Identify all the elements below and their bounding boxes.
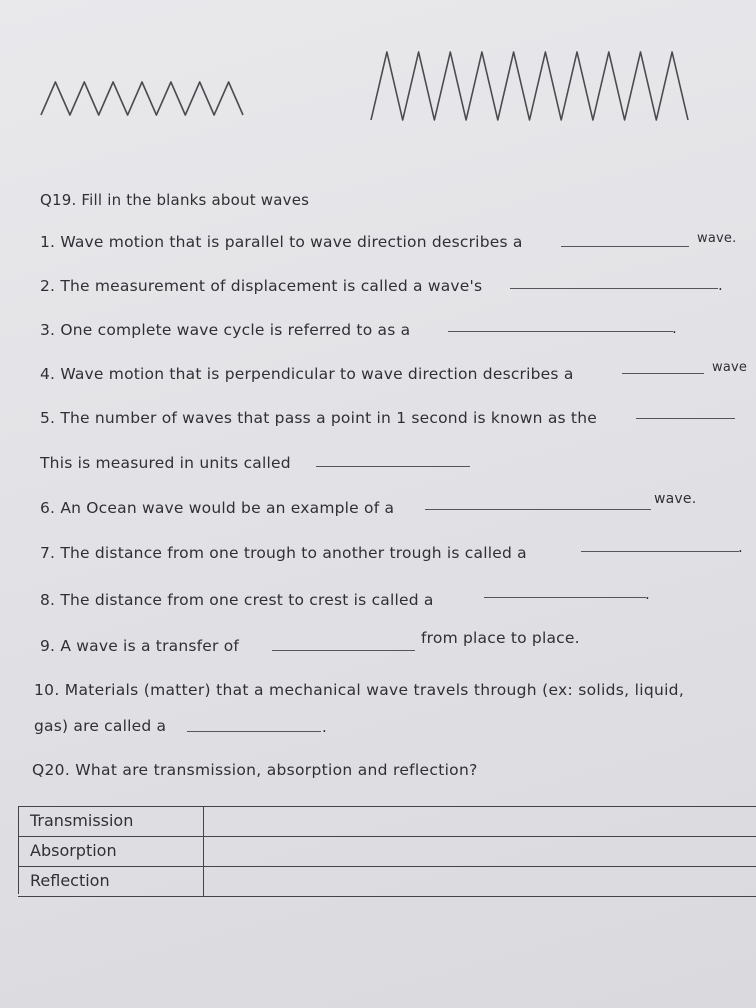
q19-item-2: 2. The measurement of displacement is called a wave's [40, 277, 483, 295]
answer-blank-2[interactable] [510, 288, 718, 289]
row-divider [18, 896, 756, 897]
answer-blank-8[interactable] [484, 597, 646, 598]
table-label-cell [18, 807, 204, 836]
row-label-absorption: Absorption [30, 841, 117, 860]
answer-cell-transmission[interactable] [204, 807, 756, 836]
q19-item-4: 4. Wave motion that is perpendicular to wave direction describes a [40, 365, 574, 383]
q19-title: Q19. Fill in the blanks about waves [40, 191, 310, 209]
answer-blank-3[interactable] [448, 331, 673, 332]
q19-item-6: 6. An Ocean wave would be an example of a [40, 499, 395, 517]
q20-title: Q20. What are transmission, absorption and reflection? [32, 761, 478, 779]
answer-blank-9[interactable] [272, 650, 415, 651]
answer-blank-7[interactable] [581, 551, 739, 552]
row-label-transmission: Transmission [30, 811, 134, 830]
q19-item-4-suffix: wave [712, 360, 748, 375]
q20-answer-table [18, 806, 756, 900]
q19-item-9-suffix: from place to place. [421, 629, 580, 647]
answer-blank-5-units[interactable] [316, 466, 470, 467]
row-label-reflection: Reflection [30, 871, 110, 890]
q19-item-5: 5. The number of waves that pass a point in 1 second is known as the [40, 409, 597, 427]
q19-item-6-suffix: wave. [654, 491, 697, 507]
answer-cell-absorption[interactable] [204, 837, 756, 866]
table-row [18, 837, 756, 867]
q19-item-9: 9. A wave is a transfer of [40, 637, 240, 655]
q19-item-8: 8. The distance from one crest to crest is called a [40, 591, 434, 609]
answer-blank-10[interactable] [187, 731, 321, 732]
answer-blank-6[interactable] [425, 509, 651, 510]
table-row [18, 807, 756, 837]
high-frequency-wave-icon [371, 52, 688, 120]
q19-item-1: 1. Wave motion that is parallel to wave direction describes a [40, 233, 523, 251]
q19-item-10-cont: gas) are called a [34, 717, 167, 735]
table-label-cell [18, 867, 204, 896]
q19-item-1-suffix: wave. [697, 231, 737, 246]
q19-item-3-suffix: . [672, 319, 677, 337]
q19-item-3: 3. One complete wave cycle is referred to as a [40, 321, 411, 339]
q19-item-10-suffix: . [322, 718, 327, 736]
table-label-cell [18, 837, 204, 866]
q19-item-7-suffix: . [738, 538, 743, 556]
q19-item-5-units: This is measured in units called [40, 454, 291, 472]
q19-item-2-suffix: . [718, 276, 723, 294]
answer-blank-1[interactable] [561, 246, 689, 247]
q19-item-8-suffix: . [645, 585, 650, 603]
q19-item-10: 10. Materials (matter) that a mechanical wave travels through (ex: solids, liquid, [34, 681, 685, 699]
table-row [18, 867, 756, 897]
q19-item-7: 7. The distance from one trough to another trough is called a [40, 544, 527, 562]
answer-cell-reflection[interactable] [204, 867, 756, 896]
answer-blank-4[interactable] [622, 373, 704, 374]
low-frequency-wave-icon [41, 82, 243, 115]
wave-diagrams [0, 0, 756, 140]
answer-blank-5[interactable] [636, 418, 735, 419]
